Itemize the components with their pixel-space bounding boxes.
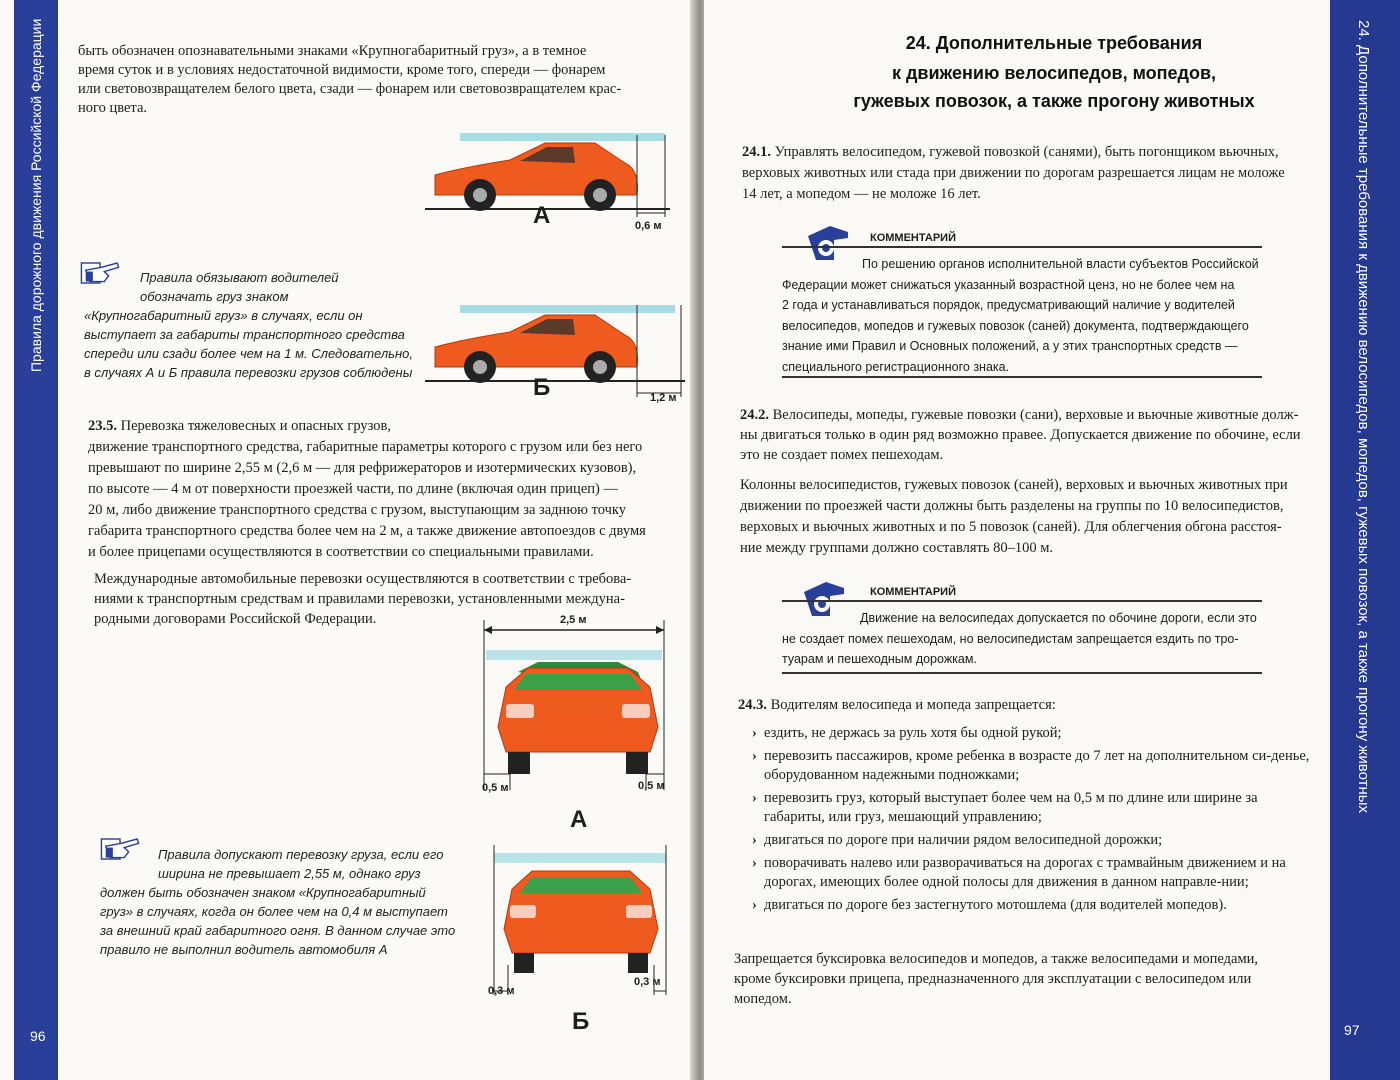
comment2-line-2: не создает помех пешеходам, но велосипедистам запрещается ездить по тро- <box>782 631 1239 646</box>
comment1-line-4: велосипедов, мопедов и гужевых повозок (саней) документа, подтверждающего <box>782 318 1249 333</box>
comment1-line-2: Федерации может снижаться указанный возрастной ценз, но не более чем на <box>782 277 1235 292</box>
left-intro-line-4: ного цвета. <box>78 100 148 116</box>
s235-line-7: и более прицепами осуществляются в соответствии со специальными правилами. <box>88 544 594 560</box>
s243-number: 24.3. <box>738 697 767 713</box>
s235-line-6: габарита транспортного средства более чем на 2 м, а также движение автопоездов с двумя <box>88 523 646 539</box>
comment-box-1 <box>782 232 1262 378</box>
left-page <box>0 0 696 1080</box>
fig2-label: А <box>570 806 588 833</box>
columns-line-4: ние между группами должно составлять 80–100 м. <box>740 540 1054 556</box>
section-title-line-1: 24. Дополнительные требования <box>905 33 1203 53</box>
cargo-a <box>460 133 665 141</box>
comment-label-1: КОММЕНТАРИЙ <box>864 232 962 244</box>
s243-bullet-list <box>750 724 1310 919</box>
cargo-b <box>460 305 675 313</box>
fig3-label: Б <box>572 1008 590 1035</box>
comment-label-2: КОММЕНТАРИЙ <box>864 586 962 598</box>
pointing-hand-icon <box>80 258 120 288</box>
tow-line-2: кроме буксировки прицепа, предназначенного для эксплуатации с велосипедом или <box>734 971 1252 987</box>
note1-line-5: спереди или сзади более чем на 1 м. Следовательно, <box>84 346 413 361</box>
note2-line-2: ширина не превышает 2,55 м, однако груз <box>158 866 421 881</box>
pointing-hand-icon-2 <box>100 834 140 864</box>
fig3-dim-right: 0,3 м <box>634 976 661 988</box>
comment2-line-1: Движение на велосипедах допускается по обочине дороги, если это <box>860 611 1257 625</box>
bullet-item-1: › ездить, не держась за руль хотя бы одной рукой; <box>750 724 1310 743</box>
fig1-dim-b: 1,2 м <box>650 392 677 404</box>
s241-line-2: верховых животных или стада при движении по дорогам разрешается лицам не моложе <box>742 165 1285 181</box>
note2-line-4: груз» в случаях, когда он более чем на 0,4 м выступает <box>100 904 448 919</box>
fig1-dim-a: 0,6 м <box>635 220 662 232</box>
s235-line-4: по высоте — 4 м от поверхности проезжей части, по длине (включая один прицеп) — <box>88 481 618 497</box>
page-number-right: 97 <box>1344 1022 1360 1038</box>
comment-box-2 <box>782 586 1262 674</box>
comment1-line-3: 2 года и устанавливаться порядок, предусматривающий наличие у водителей <box>782 298 1235 312</box>
fig2-dim-left: 0,5 м <box>482 782 509 794</box>
s241-line-3: 14 лет, а мопедом — не моложе 16 лет. <box>742 186 981 202</box>
fig1-label-b: Б <box>533 374 551 401</box>
fig3-dim-left: 0,3 м <box>488 985 515 997</box>
bullet-item-3: › перевозить груз, который выступает более чем на 0,5 м по длине или ширине за габариты, или груз, мешающий управлению; <box>750 789 1310 827</box>
left-running-title: Правила дорожного движения Российской Федерации <box>28 18 44 372</box>
s242-line-3: это не создает помех пешеходам. <box>740 447 944 463</box>
s235-line-1: 23.5. Перевозка тяжеловесных и опасных грузов, <box>88 418 392 434</box>
note2-line-5: за внешний край габаритного огня. В данном случае это <box>100 923 456 938</box>
section-title-line-2: к движению велосипедов, мопедов, <box>891 63 1217 83</box>
note1-line-2: обозначать груз знаком <box>140 289 289 304</box>
intl-line-3: родными договорами Российской Федерации. <box>94 611 377 627</box>
note2-line-1: Правила допускают перевозку груза, если его <box>158 847 444 862</box>
s241-number: 24.1. <box>742 144 771 160</box>
left-intro-line-2: время суток и в условиях недостаточной видимости, кроме того, спереди — фонарем <box>78 62 606 78</box>
right-page <box>704 0 1400 1080</box>
bullet-item-6: › двигаться по дороге без застегнутого мотошлема (для водителей мопедов). <box>750 896 1310 915</box>
figure-side-view-cars <box>425 125 695 405</box>
bullet-item-5: › поворачивать налево или разворачиваться на дорогах с трамвайным движением и на дорогах, имеющих более одной полосы для движения в данном направле-нии; <box>750 854 1310 892</box>
note1-line-1: Правила обязывают водителей <box>140 270 339 285</box>
s241-line-1: 24.1. Управлять велосипедом, гужевой повозкой (санями), быть погонщиком вьючных, <box>742 144 1279 160</box>
section-title-line-3: гужевых повозок, а также прогону животных <box>853 91 1255 111</box>
s235-line-5: 20 м, либо движение транспортного средства с грузом, выступающим за заднюю точку <box>88 502 627 518</box>
s242-number: 24.2. <box>740 407 769 423</box>
figure-front-view-b <box>488 845 678 1015</box>
bullet-item-2: › перевозить пассажиров, кроме ребенка в возрасте до 7 лет на дополнительном си-денье, оборудованном надежными подножками; <box>750 747 1310 785</box>
left-intro-line-1: быть обозначен опознавательными знаками «Крупногабаритный груз», а в темное <box>78 43 587 59</box>
bullet-item-4: › двигаться по дороге при наличии рядом велосипедной дорожки; <box>750 831 1310 850</box>
note2-line-6: правило не выполнил водитель автомобиля А <box>100 942 388 957</box>
note1-line-4: выступает за габариты транспортного средства <box>84 327 405 342</box>
tow-line-1: Запрещается буксировка велосипедов и мопедов, а также велосипедами и мопедами, <box>734 951 1259 967</box>
tow-line-3: мопедом. <box>734 991 792 1007</box>
s235-line-3: превышают по ширине 2,55 м (2,6 м — для рефрижераторов и изотермических кузовов), <box>88 460 637 476</box>
note1-line-3: «Крупногабаритный груз» в случаях, если он <box>84 308 363 323</box>
columns-line-1: Колонны велосипедистов, гужевых повозок (саней), верховых и вьючных животных при <box>740 477 1288 493</box>
intl-line-2: ниями к транспортным средствам и правилами перевозки, установленными междуна- <box>94 591 625 607</box>
columns-line-2: движении по проезжей части должны быть разделены на группы по 10 велосипедистов, <box>740 498 1284 514</box>
columns-line-3: верховых и вьючных животных и по 5 повозок (саней). Для облегчения обгона расстоя- <box>740 519 1282 535</box>
note2-line-3: должен быть обозначен знаком «Крупногабаритный <box>100 885 426 900</box>
s235-line-2: движение транспортного средства, габаритные параметры которого с грузом или без него <box>88 439 643 455</box>
left-intro-line-3: или световозвращателем белого цвета, сзади — фонарем или световозвращателем крас- <box>78 81 622 97</box>
right-running-title: 24. Дополнительные требования к движению велосипедов, мопедов, гужевых повозок, а также прогону животных <box>1355 20 1372 814</box>
fig2-dim-right: 0,5 м <box>638 780 665 792</box>
s242-line-1: 24.2. Велосипеды, мопеды, гужевые повозки (сани), верховые и вьючные животные долж- <box>740 407 1299 423</box>
page-number-left: 96 <box>30 1028 46 1044</box>
s243-heading: 24.3. Водителям велосипеда и мопеда запрещается: <box>738 697 1056 713</box>
s235-number: 23.5. <box>88 418 117 434</box>
fig1-label-a: А <box>533 202 551 229</box>
s242-line-2: ны двигаться только в один ряд возможно правее. Допускается движение по обочине, если <box>740 427 1301 443</box>
comment1-line-1: По решению органов исполнительной власти субъектов Российской <box>862 257 1259 271</box>
comment1-line-5: знание ими Правил и Основных положений, а у этих транспортных средств — <box>782 339 1238 353</box>
comment1-line-6: специального регистрационного знака. <box>782 359 1010 374</box>
fig2-width: 2,5 м <box>560 614 587 626</box>
comment2-line-3: туарам и пешеходным дорожкам. <box>782 652 977 666</box>
note1-line-6: в случаях А и Б правила перевозки грузов соблюдены <box>84 365 413 380</box>
intl-line-1: Международные автомобильные перевозки осуществляются в соответствии с требова- <box>94 571 632 587</box>
